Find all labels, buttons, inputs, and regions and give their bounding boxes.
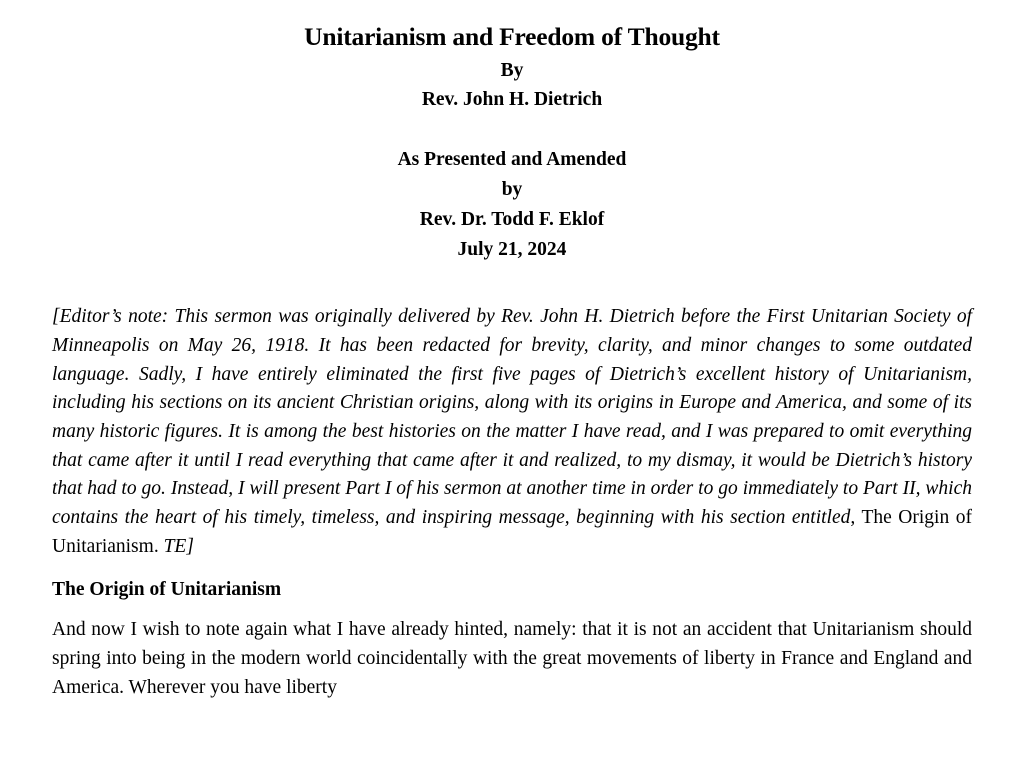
section-heading: The Origin of Unitarianism xyxy=(52,579,282,601)
presented-label: As Presented and Amended xyxy=(397,148,627,170)
editor-note xyxy=(52,303,972,561)
editor-note-roman: The Origin of Unitarianism. xyxy=(52,507,972,557)
presenter-name: Rev. Dr. Todd F. Eklof xyxy=(419,209,605,231)
title-block xyxy=(52,22,972,265)
editor-note-italic: [Editor’s note: This sermon was originally delivered by Rev. John H. Dietrich before the First Unitarian Society of Minneapolis on May 26, 1918. It has been redacted for brevity, clarity, and minor changes to some outdated language. Sadly, I have entirely eliminated the first five pages of Dietrich’s excellent history of Unitarianism, including his sections on its ancient Christian origins, along with its origins in Europe and America, and some of its many historic figures. It is among the best histories on the matter I have read, and I was prepared to omit everything that came after it until I read everything that came after it and realized, to my dismay, it would be Dietrich’s history that had to go. Instead, I will present Part I of his sermon at another time in order to go immediately to Part II, which contains the heart of his timely, timeless, and inspiring message, beginning with his section entitled, xyxy=(52,306,972,529)
author-name: Rev. John H. Dietrich xyxy=(421,89,603,111)
header-body-spacer xyxy=(52,265,972,303)
presented-by-label: by xyxy=(501,178,523,200)
body-paragraph: And now I wish to note again what I have already hinted, namely: that it is not an accident that Unitarianism should spring into being in the modern world coincidentally with the great movements of liberty in France and England and America. Wherever you have liberty xyxy=(52,618,972,699)
page-title: Unitarianism and Freedom of Thought xyxy=(304,22,720,51)
presentation-date: July 21, 2024 xyxy=(457,239,567,261)
editor-note-tail: TE] xyxy=(158,535,194,557)
title-spacer xyxy=(52,115,972,145)
by-label: By xyxy=(500,60,524,82)
